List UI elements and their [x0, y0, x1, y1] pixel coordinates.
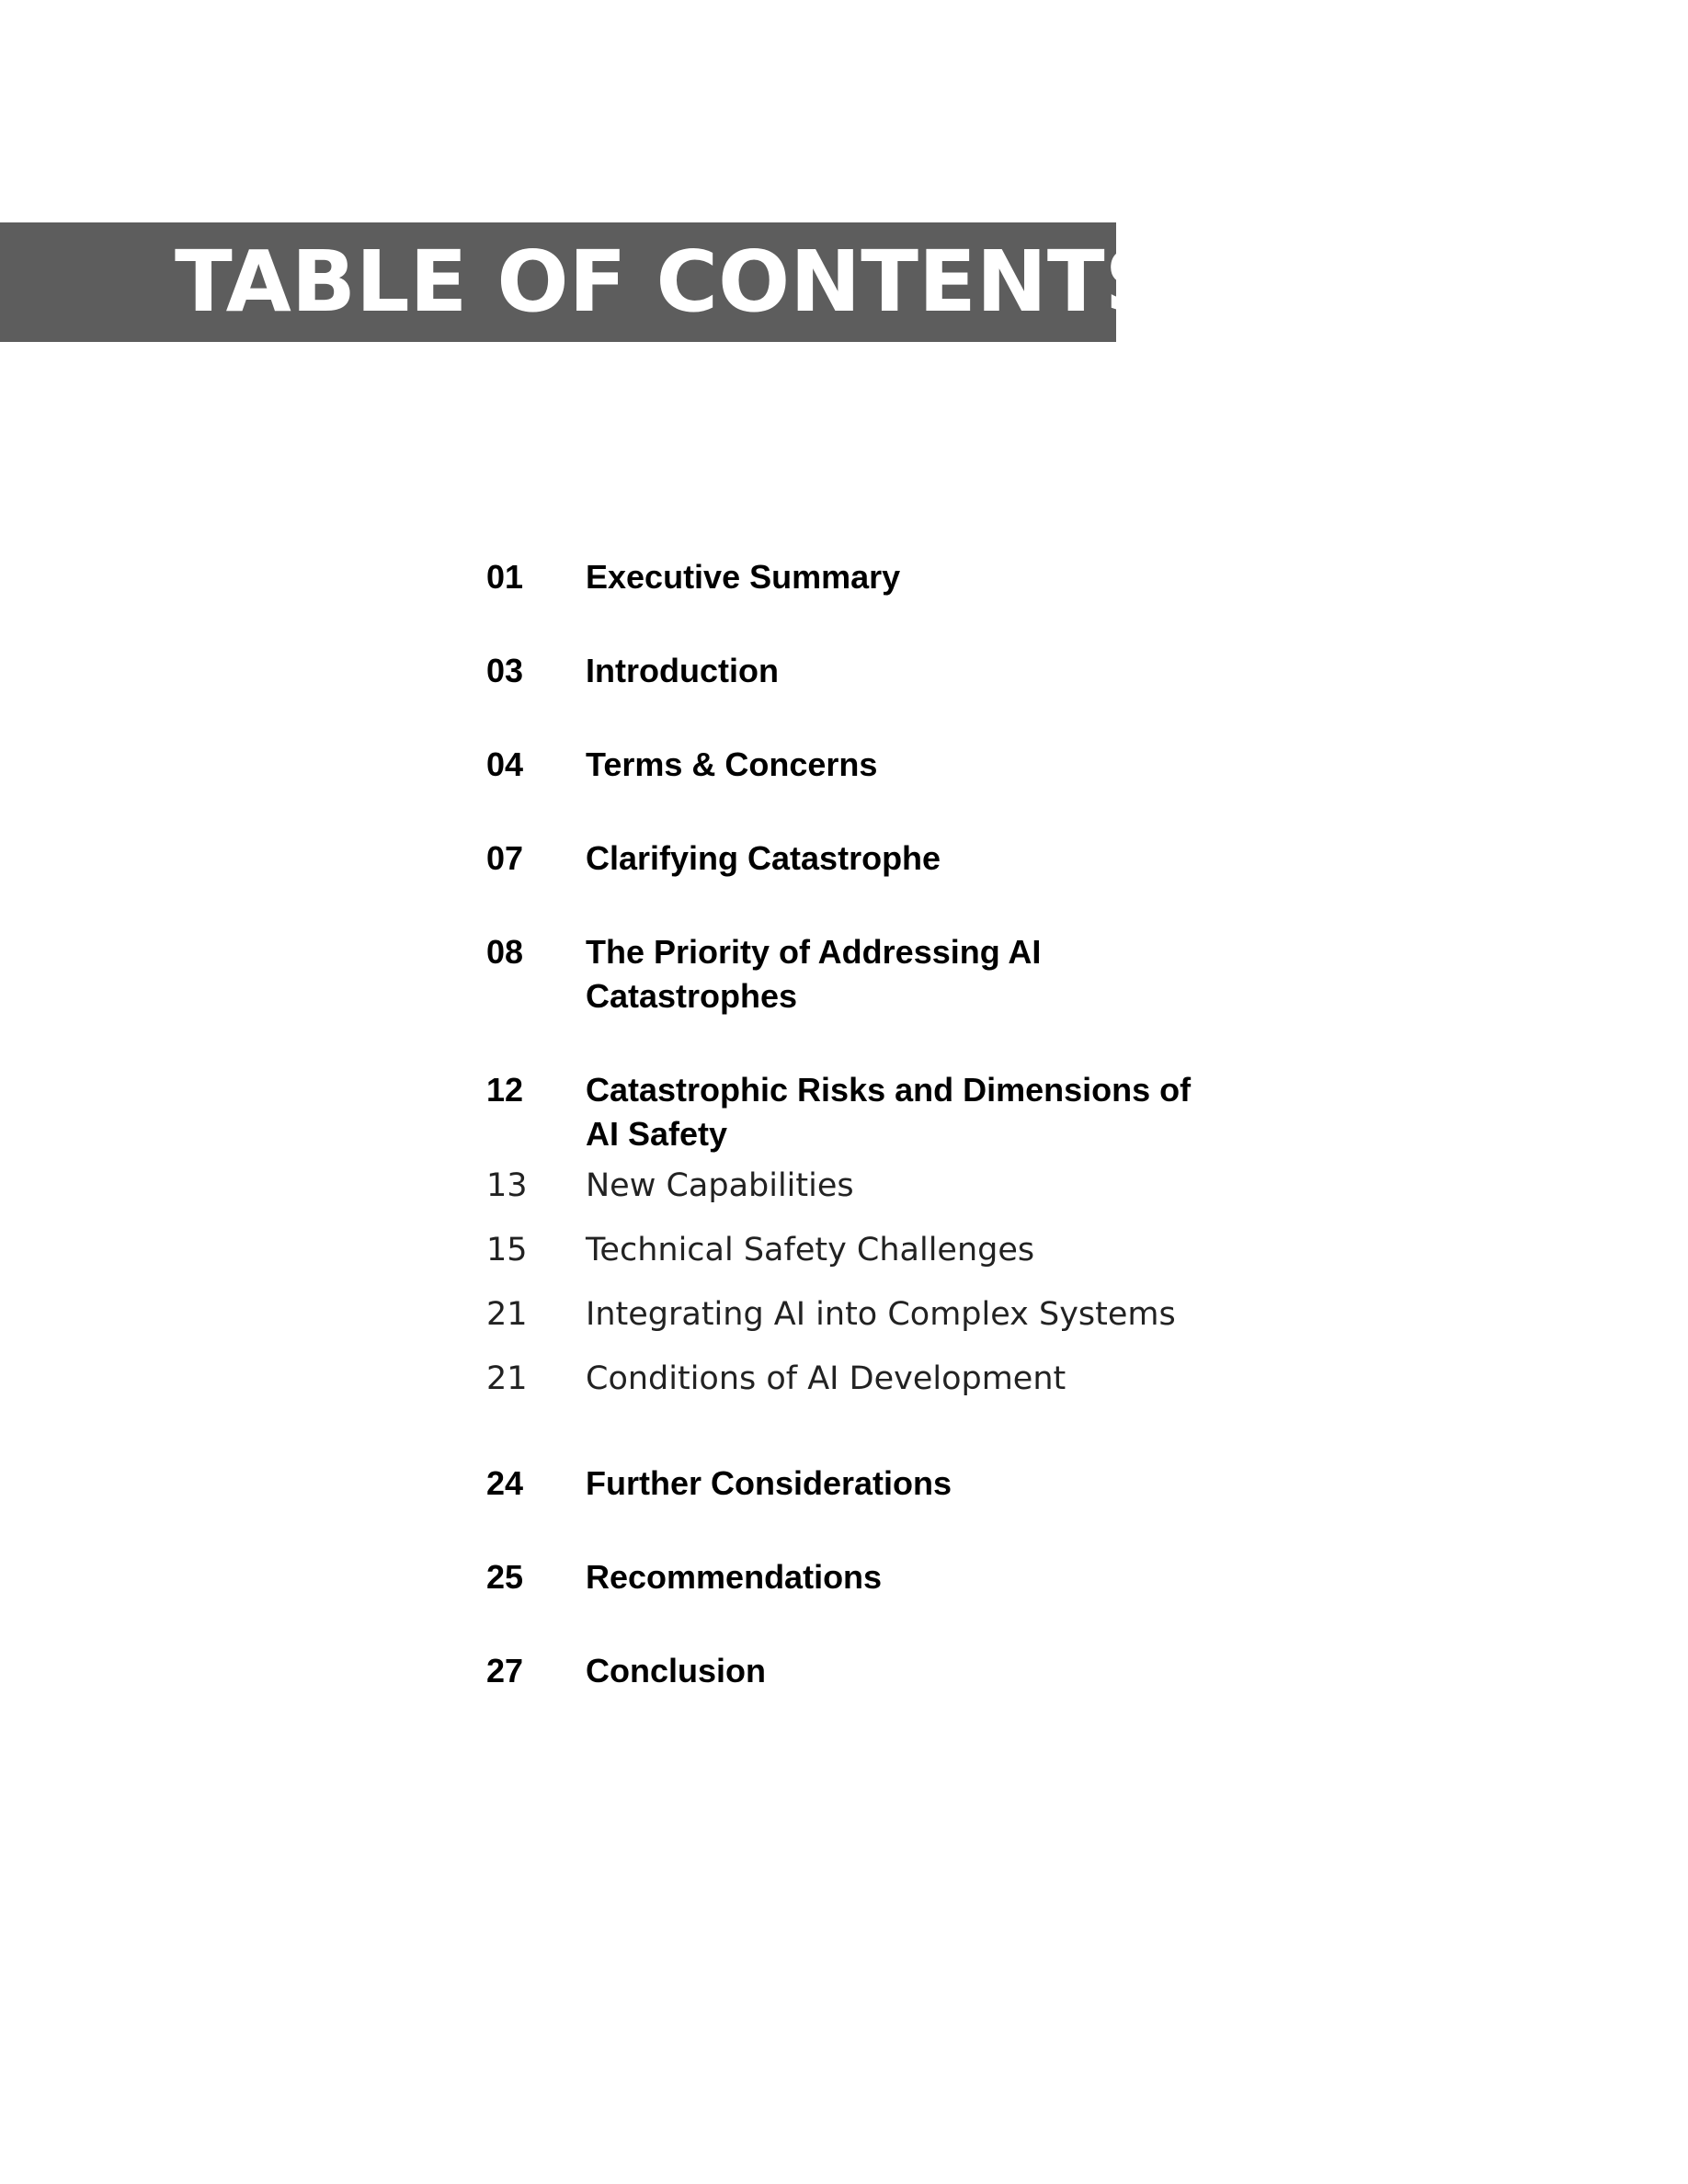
toc-subentry-label: New Capabilities — [586, 1167, 854, 1204]
toc-entry-label: Executive Summary — [586, 558, 901, 596]
toc-page-number: 21 — [486, 1360, 528, 1397]
toc-entry-label: Further Considerations — [586, 1464, 952, 1502]
toc-subentry[interactable] — [486, 1228, 1240, 1272]
toc-entry[interactable] — [486, 555, 1240, 599]
toc-entry-label: Conclusion — [586, 1652, 766, 1689]
toc-entry-label: Introduction — [586, 652, 779, 689]
toc-entry[interactable] — [486, 1649, 1240, 1693]
toc-page-number: 01 — [486, 558, 524, 596]
toc-entry[interactable] — [486, 649, 1240, 693]
toc-page-number: 25 — [486, 1558, 524, 1596]
toc-page-number: 24 — [486, 1464, 524, 1502]
toc-subentry-label: Technical Safety Challenges — [586, 1232, 1035, 1268]
toc-entry[interactable] — [486, 836, 1240, 881]
toc-entry-label: Catastrophic Risks and Dimensions of AI Safety — [586, 1071, 1192, 1153]
toc-entry[interactable] — [486, 1068, 1240, 1156]
toc-subentry[interactable] — [486, 1357, 1240, 1401]
toc-entry[interactable] — [486, 1462, 1240, 1506]
toc-page-number: 27 — [486, 1652, 524, 1689]
toc-page-number: 21 — [486, 1296, 528, 1333]
toc-subentry-label: Conditions of AI Development — [586, 1360, 1066, 1397]
toc-entry-label: Recommendations — [586, 1558, 883, 1596]
toc-entry-label: Terms & Concerns — [586, 745, 878, 783]
toc-page-number: 08 — [486, 933, 524, 971]
toc-entry-label: Clarifying Catastrophe — [586, 839, 941, 877]
toc-page-number: 13 — [486, 1167, 528, 1204]
toc-subentry[interactable] — [486, 1164, 1240, 1208]
toc-entry-label: The Priority of Addressing AI Catastrophes — [586, 933, 1042, 1015]
table-of-contents — [486, 555, 1240, 1743]
toc-entry[interactable] — [486, 1555, 1240, 1599]
toc-subentry[interactable] — [486, 1292, 1240, 1337]
page-title: TABLE OF CONTENTS — [175, 233, 1166, 331]
toc-subentry-label: Integrating AI into Complex Systems — [586, 1296, 1176, 1333]
toc-page-number: 04 — [486, 745, 524, 783]
toc-entry[interactable] — [486, 930, 1240, 1018]
toc-entry[interactable] — [486, 743, 1240, 787]
toc-page-number: 07 — [486, 839, 524, 877]
toc-page-number: 03 — [486, 652, 524, 689]
title-banner — [0, 222, 1166, 342]
toc-page-number: 15 — [486, 1232, 528, 1268]
toc-page-number: 12 — [486, 1071, 524, 1109]
